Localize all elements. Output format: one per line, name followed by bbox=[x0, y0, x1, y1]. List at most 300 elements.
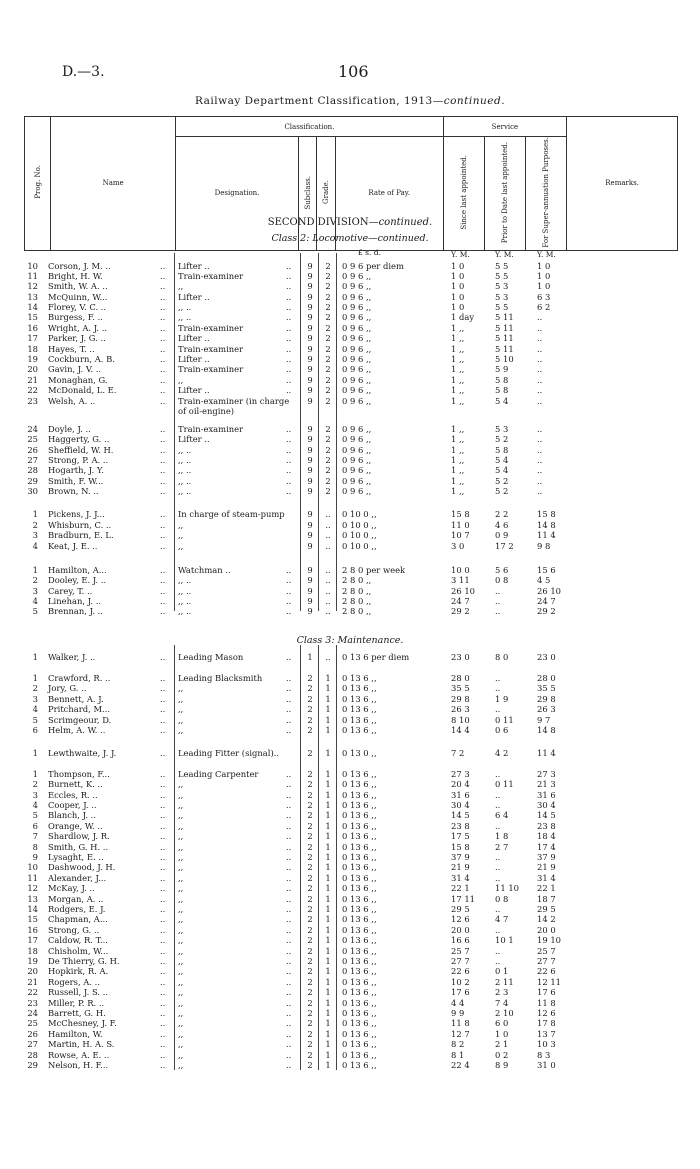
cell-gr: 2 bbox=[325, 344, 331, 354]
cell-des: Train-examiner (in charge bbox=[178, 396, 290, 406]
cell-dd1: .. bbox=[160, 966, 166, 976]
cell-pay: 0 9 6 ,, bbox=[342, 486, 372, 496]
cell-dd1: .. bbox=[160, 323, 166, 333]
cell-pay: 0 13 6 ,, bbox=[342, 683, 377, 693]
cell-pay: 0 13 6 ,, bbox=[342, 1018, 377, 1028]
cell-pay: 0 13 6 ,, bbox=[342, 704, 377, 714]
cell-ptd: 5 3 bbox=[495, 281, 509, 291]
cell-dd2: .. bbox=[286, 977, 292, 987]
cell-pay: 0 13 6 ,, bbox=[342, 852, 377, 862]
cell-ptd: 6 0 bbox=[495, 1018, 509, 1028]
cell-sup: 9 8 bbox=[537, 541, 551, 551]
cell-ptd: 5 4 bbox=[495, 465, 509, 475]
cell-sup: 19 10 bbox=[537, 935, 561, 945]
cell-sup: .. bbox=[537, 396, 543, 406]
cell-sup: .. bbox=[537, 333, 543, 343]
table-row bbox=[0, 596, 700, 606]
cell-gr: 2 bbox=[325, 445, 331, 455]
cell-sub: 2 bbox=[307, 800, 313, 810]
cell-sub: 9 bbox=[307, 375, 313, 385]
cell-dd2: .. bbox=[286, 862, 292, 872]
cell-pay: 0 13 6 ,, bbox=[342, 694, 377, 704]
cell-no: 28 bbox=[27, 465, 38, 475]
cell-des: ,, .. bbox=[178, 606, 192, 616]
cell-name: Pickens, J. J... bbox=[48, 509, 105, 519]
cell-dd2: .. bbox=[286, 312, 292, 322]
cell-des: ,, bbox=[178, 977, 184, 987]
cell-name: Eccles, R. .. bbox=[48, 790, 98, 800]
cell-sup: 12 6 bbox=[537, 1008, 556, 1018]
cell-sup: .. bbox=[537, 486, 543, 496]
cell-pay: 0 13 6 ,, bbox=[342, 1050, 377, 1060]
cell-name: Dashwood, J. H. bbox=[48, 862, 116, 872]
cell-no: 13 bbox=[27, 894, 38, 904]
table-row bbox=[0, 476, 700, 486]
cell-dd1: .. bbox=[160, 1018, 166, 1028]
cell-des: of oil-engine) bbox=[178, 406, 235, 416]
cell-des: ,, .. bbox=[178, 476, 192, 486]
cell-pay: 0 10 0 ,, bbox=[342, 520, 377, 530]
cell-sup: 26 3 bbox=[537, 704, 556, 714]
cell-no: 12 bbox=[27, 281, 38, 291]
cell-dd1: .. bbox=[160, 1039, 166, 1049]
cell-gr: 1 bbox=[325, 790, 331, 800]
cell-sub: 2 bbox=[307, 852, 313, 862]
cell-ptd: 0 8 bbox=[495, 575, 509, 585]
cell-sup: 6 2 bbox=[537, 302, 551, 312]
cell-dd1: .. bbox=[160, 565, 166, 575]
cell-no: 25 bbox=[27, 434, 38, 444]
cell-sub: 2 bbox=[307, 966, 313, 976]
cell-dd2: .. bbox=[286, 873, 292, 883]
cell-gr: 2 bbox=[325, 292, 331, 302]
cell-sup: 22 6 bbox=[537, 966, 556, 976]
table-row bbox=[0, 862, 700, 872]
cell-sub: 9 bbox=[307, 354, 313, 364]
table-row bbox=[0, 424, 700, 434]
cell-dd1: .. bbox=[160, 465, 166, 475]
cell-sla: 14 4 bbox=[451, 725, 470, 735]
cell-des: ,, bbox=[178, 1018, 184, 1028]
cell-dd1: .. bbox=[160, 445, 166, 455]
cell-sub: 9 bbox=[307, 281, 313, 291]
cell-sub: 2 bbox=[307, 1018, 313, 1028]
table-row bbox=[0, 956, 700, 966]
cell-pay: 0 13 6 ,, bbox=[342, 998, 377, 1008]
cell-des: ,, bbox=[178, 779, 184, 789]
cell-dd1: .. bbox=[160, 831, 166, 841]
cell-sla: 20 4 bbox=[451, 779, 470, 789]
cell-pay: 0 9 6 ,, bbox=[342, 424, 372, 434]
cell-no: 29 bbox=[27, 476, 38, 486]
table-row bbox=[0, 904, 700, 914]
cell-sup: 29 8 bbox=[537, 694, 556, 704]
cell-sup: .. bbox=[537, 344, 543, 354]
table-row bbox=[0, 779, 700, 789]
cell-ptd: 5 4 bbox=[495, 455, 509, 465]
cell-gr: .. bbox=[325, 652, 331, 662]
cell-des: ,, bbox=[178, 873, 184, 883]
cell-dd2: .. bbox=[286, 987, 292, 997]
cell-sup: 18 4 bbox=[537, 831, 556, 841]
cell-des: ,, bbox=[178, 375, 184, 385]
col-superannuation: For Super-annuation Purposes. bbox=[526, 137, 567, 251]
cell-sup: 12 11 bbox=[537, 977, 561, 987]
cell-sup: .. bbox=[537, 434, 543, 444]
col-name: Name bbox=[51, 117, 176, 251]
cell-sup: 9 7 bbox=[537, 715, 551, 725]
cell-dd1: .. bbox=[160, 873, 166, 883]
table-row bbox=[0, 520, 700, 530]
cell-pay: 0 13 6 ,, bbox=[342, 935, 377, 945]
cell-sub: 2 bbox=[307, 842, 313, 852]
cell-sub: 2 bbox=[307, 998, 313, 1008]
cell-sup: 11 4 bbox=[537, 748, 556, 758]
cell-ptd: 5 2 bbox=[495, 434, 509, 444]
cell-dd2: .. bbox=[286, 375, 292, 385]
cell-gr: .. bbox=[325, 530, 331, 540]
cell-no: 13 bbox=[27, 292, 38, 302]
cell-sup: .. bbox=[537, 364, 543, 374]
cell-gr: 1 bbox=[325, 779, 331, 789]
table-row bbox=[0, 445, 700, 455]
cell-sup: 27 3 bbox=[537, 769, 556, 779]
cell-gr: 1 bbox=[325, 1050, 331, 1060]
cell-sup: 11 4 bbox=[537, 530, 556, 540]
cell-name: Hogarth, J. Y. bbox=[48, 465, 104, 475]
cell-ptd: 5 2 bbox=[495, 486, 509, 496]
cell-gr: 1 bbox=[325, 810, 331, 820]
cell-dd2: .. bbox=[286, 344, 292, 354]
cell-dd2: .. bbox=[286, 1008, 292, 1018]
cell-sub: 2 bbox=[307, 977, 313, 987]
cell-ptd: 5 3 bbox=[495, 292, 509, 302]
cell-sla: 1 ,, bbox=[451, 354, 465, 364]
col-grade: Grade. bbox=[317, 137, 335, 251]
cell-sup: 24 7 bbox=[537, 596, 556, 606]
cell-sup: 31 6 bbox=[537, 790, 556, 800]
cell-no: 4 bbox=[32, 704, 38, 714]
cell-pay: 0 13 6 ,, bbox=[342, 800, 377, 810]
cell-gr: .. bbox=[325, 575, 331, 585]
cell-dd2: .. bbox=[286, 883, 292, 893]
cell-dd2: .. bbox=[286, 800, 292, 810]
cell-gr: 1 bbox=[325, 748, 331, 758]
cell-sub: 9 bbox=[307, 261, 313, 271]
cell-no: 15 bbox=[27, 312, 38, 322]
cell-sup: 28 0 bbox=[537, 673, 556, 683]
cell-sup: 14 2 bbox=[537, 914, 556, 924]
table-row bbox=[0, 715, 700, 725]
table-row bbox=[0, 385, 700, 395]
cell-sla: 1 ,, bbox=[451, 424, 465, 434]
cell-des: ,, bbox=[178, 998, 184, 1008]
table-row bbox=[0, 821, 700, 831]
cell-ptd: 5 2 bbox=[495, 476, 509, 486]
cell-pay: 0 9 6 ,, bbox=[342, 434, 372, 444]
cell-ptd: .. bbox=[495, 673, 501, 683]
cell-name: McQuinn, W... bbox=[48, 292, 108, 302]
class2-heading: Class 2: Locomotive—continued. bbox=[271, 233, 429, 244]
cell-dd2: .. bbox=[286, 810, 292, 820]
cell-dd1: .. bbox=[160, 261, 166, 271]
cell-pay: 0 9 6 ,, bbox=[342, 364, 372, 374]
cell-pay: 0 13 6 ,, bbox=[342, 883, 377, 893]
cell-gr: .. bbox=[325, 565, 331, 575]
cell-gr: 2 bbox=[325, 465, 331, 475]
cell-name: Barrett, G. H. bbox=[48, 1008, 106, 1018]
cell-no: 26 bbox=[27, 1029, 38, 1039]
cell-dd1: .. bbox=[160, 904, 166, 914]
section-title-suffix: —continued. bbox=[368, 217, 433, 228]
cell-no: 20 bbox=[27, 966, 38, 976]
cell-dd1: .. bbox=[160, 842, 166, 852]
cell-sup: 35 5 bbox=[537, 683, 556, 693]
cell-sub: 9 bbox=[307, 434, 313, 444]
cell-gr: .. bbox=[325, 586, 331, 596]
cell-no: 25 bbox=[27, 1018, 38, 1028]
page-number: 106 bbox=[338, 62, 369, 81]
cell-dd1: .. bbox=[160, 424, 166, 434]
cell-sup: 25 7 bbox=[537, 946, 556, 956]
cell-ptd: .. bbox=[495, 596, 501, 606]
cell-ptd: 5 11 bbox=[495, 312, 514, 322]
cell-sup: .. bbox=[537, 455, 543, 465]
cell-gr: 1 bbox=[325, 862, 331, 872]
cell-sub: 2 bbox=[307, 1060, 313, 1070]
table-row bbox=[0, 364, 700, 374]
cell-sup: 23 8 bbox=[537, 821, 556, 831]
cell-ptd: 5 8 bbox=[495, 385, 509, 395]
cell-sla: 14 5 bbox=[451, 810, 470, 820]
cell-gr: .. bbox=[325, 520, 331, 530]
cell-sub: 2 bbox=[307, 935, 313, 945]
cell-sla: 1 0 bbox=[451, 302, 465, 312]
cell-pay: 0 9 6 ,, bbox=[342, 344, 372, 354]
cell-name: Thompson, F... bbox=[48, 769, 110, 779]
cell-pay: 0 10 0 ,, bbox=[342, 509, 377, 519]
cell-dd2: .. bbox=[286, 385, 292, 395]
cell-name: Orange, W. .. bbox=[48, 821, 103, 831]
cell-des: Lifter .. bbox=[178, 434, 210, 444]
cell-name: Welsh, A. .. bbox=[48, 396, 96, 406]
cell-des: Leading Blacksmith bbox=[178, 673, 263, 683]
cell-gr: 2 bbox=[325, 375, 331, 385]
table-row bbox=[0, 748, 700, 758]
cell-gr: 2 bbox=[325, 323, 331, 333]
cell-sla: 21 9 bbox=[451, 862, 470, 872]
cell-dd2: .. bbox=[286, 946, 292, 956]
cell-dd2: .. bbox=[286, 914, 292, 924]
cell-des: ,, bbox=[178, 520, 184, 530]
cell-sup: 15 6 bbox=[537, 565, 556, 575]
cell-sub: 9 bbox=[307, 344, 313, 354]
cell-no: 8 bbox=[32, 842, 38, 852]
cell-gr: .. bbox=[325, 509, 331, 519]
cell-no: 26 bbox=[27, 445, 38, 455]
cell-dd1: .. bbox=[160, 683, 166, 693]
cell-dd2: .. bbox=[286, 852, 292, 862]
cell-dd2: .. bbox=[286, 935, 292, 945]
cell-ptd: 4 7 bbox=[495, 914, 509, 924]
cell-ptd: 5 6 bbox=[495, 565, 509, 575]
cell-sub: 9 bbox=[307, 302, 313, 312]
table-row bbox=[0, 946, 700, 956]
cell-name: Sheffield, W. H. bbox=[48, 445, 114, 455]
cell-no: 17 bbox=[27, 333, 38, 343]
cell-ptd: 4 2 bbox=[495, 748, 509, 758]
cell-gr: 1 bbox=[325, 998, 331, 1008]
cell-des: In charge of steam-pump bbox=[178, 509, 285, 519]
cell-pay: 0 13 6 ,, bbox=[342, 894, 377, 904]
cell-sub: 2 bbox=[307, 1008, 313, 1018]
table-row bbox=[0, 344, 700, 354]
table-row bbox=[0, 977, 700, 987]
currency-sla: Y. M. bbox=[451, 250, 470, 259]
cell-pay: 0 13 6 ,, bbox=[342, 862, 377, 872]
table-row bbox=[0, 586, 700, 596]
cell-dd1: .. bbox=[160, 375, 166, 385]
table-row bbox=[0, 292, 700, 302]
cell-no: 15 bbox=[27, 914, 38, 924]
cell-gr: 1 bbox=[325, 987, 331, 997]
cell-sub: 9 bbox=[307, 486, 313, 496]
cell-sub: 9 bbox=[307, 312, 313, 322]
table-row bbox=[0, 800, 700, 810]
cell-sla: 1 ,, bbox=[451, 476, 465, 486]
cell-gr: 1 bbox=[325, 769, 331, 779]
cell-ptd: .. bbox=[495, 790, 501, 800]
cell-sla: 26 10 bbox=[451, 586, 475, 596]
cell-name: Caldow, R. T... bbox=[48, 935, 108, 945]
cell-name: Keat, J. E. .. bbox=[48, 541, 98, 551]
cell-gr: 1 bbox=[325, 1018, 331, 1028]
cell-ptd: 2 11 bbox=[495, 977, 514, 987]
cell-ptd: 0 9 bbox=[495, 530, 509, 540]
cell-dd1: .. bbox=[160, 486, 166, 496]
table-row bbox=[0, 455, 700, 465]
cell-ptd: .. bbox=[495, 704, 501, 714]
cell-no: 9 bbox=[32, 852, 38, 862]
cell-sla: 1 ,, bbox=[451, 385, 465, 395]
table-row bbox=[0, 935, 700, 945]
col-prior-to-date: Prior to Date last appointed. bbox=[484, 137, 525, 251]
table-row bbox=[0, 271, 700, 281]
cell-pay: 0 13 6 per diem bbox=[342, 652, 410, 662]
cell-dd1: .. bbox=[160, 606, 166, 616]
cell-pay: 0 13 6 ,, bbox=[342, 673, 377, 683]
cell-ptd: 5 3 bbox=[495, 424, 509, 434]
cell-no: 19 bbox=[27, 354, 38, 364]
cell-sub: 9 bbox=[307, 541, 313, 551]
cell-dd1: .. bbox=[160, 541, 166, 551]
cell-name: Parker, J. G. .. bbox=[48, 333, 106, 343]
cell-no: 17 bbox=[27, 935, 38, 945]
cell-sla: 12 7 bbox=[451, 1029, 470, 1039]
cell-gr: 2 bbox=[325, 364, 331, 374]
table-row bbox=[0, 704, 700, 714]
cell-sla: 3 0 bbox=[451, 541, 465, 551]
cell-sub: 2 bbox=[307, 883, 313, 893]
cell-des: Lifter .. bbox=[178, 261, 210, 271]
cell-dd2: .. bbox=[286, 465, 292, 475]
table-row bbox=[0, 842, 700, 852]
cell-gr: 2 bbox=[325, 476, 331, 486]
cell-dd1: .. bbox=[160, 790, 166, 800]
cell-dd1: .. bbox=[160, 810, 166, 820]
cell-name: Bright, H. W. bbox=[48, 271, 103, 281]
cell-pay: 2 8 0 ,, bbox=[342, 575, 372, 585]
cell-no: 1 bbox=[32, 769, 38, 779]
cell-dd2: .. bbox=[286, 261, 292, 271]
cell-des: ,, bbox=[178, 925, 184, 935]
cell-no: 18 bbox=[27, 344, 38, 354]
cell-name: Chapman, A... bbox=[48, 914, 108, 924]
cell-dd1: .. bbox=[160, 586, 166, 596]
col-designation: Designation. bbox=[176, 137, 299, 251]
cell-dd1: .. bbox=[160, 1060, 166, 1070]
cell-name: Strong, G. .. bbox=[48, 925, 100, 935]
cell-sub: 2 bbox=[307, 925, 313, 935]
cell-name: Hayes, T. .. bbox=[48, 344, 95, 354]
cell-des: ,, .. bbox=[178, 312, 192, 322]
cell-des: Train-examiner bbox=[178, 364, 244, 374]
cell-gr: 2 bbox=[325, 434, 331, 444]
cell-pay: 0 9 6 ,, bbox=[342, 312, 372, 322]
cell-des: ,, .. bbox=[178, 575, 192, 585]
cell-ptd: 0 8 bbox=[495, 894, 509, 904]
cell-dd2: .. bbox=[286, 575, 292, 585]
cell-dd1: .. bbox=[160, 271, 166, 281]
col-remarks: Remarks. bbox=[567, 117, 678, 251]
cell-gr: 2 bbox=[325, 271, 331, 281]
cell-sla: 11 8 bbox=[451, 1018, 470, 1028]
cell-name: McDonald, L. E. bbox=[48, 385, 117, 395]
cell-sla: 1 ,, bbox=[451, 333, 465, 343]
cell-no: 28 bbox=[27, 1050, 38, 1060]
table-row bbox=[0, 1060, 700, 1070]
table-row bbox=[0, 925, 700, 935]
cell-sla: 15 8 bbox=[451, 842, 470, 852]
page-ref: D.—3. bbox=[62, 64, 105, 80]
cell-ptd: .. bbox=[495, 800, 501, 810]
cell-pay: 0 13 6 ,, bbox=[342, 966, 377, 976]
cell-sub: 9 bbox=[307, 445, 313, 455]
cell-des: ,, bbox=[178, 810, 184, 820]
cell-sla: 1 ,, bbox=[451, 375, 465, 385]
cell-gr: 2 bbox=[325, 354, 331, 364]
cell-gr: 1 bbox=[325, 715, 331, 725]
cell-sub: 9 bbox=[307, 586, 313, 596]
cell-sla: 22 4 bbox=[451, 1060, 470, 1070]
cell-des: Train-examiner bbox=[178, 271, 244, 281]
cell-dd2: .. bbox=[286, 831, 292, 841]
cell-name: Walker, J. .. bbox=[48, 652, 96, 662]
cell-sla: 1 ,, bbox=[451, 396, 465, 406]
cell-pay: 0 10 0 ,, bbox=[342, 530, 377, 540]
cell-no: 23 bbox=[27, 396, 38, 406]
cell-sla: 17 11 bbox=[451, 894, 475, 904]
cell-sla: 30 4 bbox=[451, 800, 470, 810]
cell-no: 27 bbox=[27, 455, 38, 465]
cell-sla: 1 ,, bbox=[451, 344, 465, 354]
cell-dd1: .. bbox=[160, 396, 166, 406]
table-row bbox=[0, 606, 700, 616]
cell-ptd: .. bbox=[495, 925, 501, 935]
cell-sup: 8 3 bbox=[537, 1050, 551, 1060]
cell-sub: 2 bbox=[307, 914, 313, 924]
table-row bbox=[0, 694, 700, 704]
